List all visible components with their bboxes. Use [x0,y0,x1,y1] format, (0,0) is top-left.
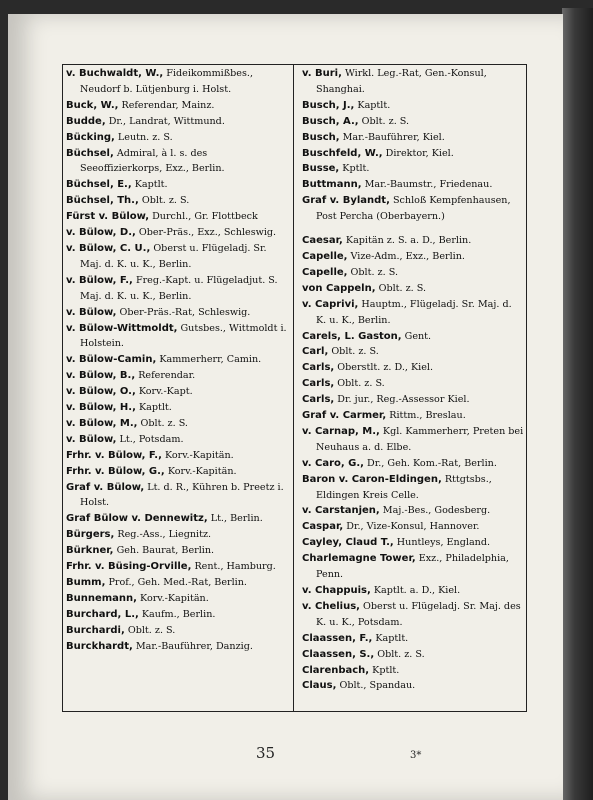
entry-name: Carls, [302,394,335,406]
entry-name: v. Caprivi, [302,298,359,310]
directory-entry [66,480,288,512]
entry-details: Lt., Potsdam. [119,433,184,445]
entry-name: Bücking, [66,131,115,143]
entry-name: Graf v. Bylandt, [302,195,390,207]
signature-mark: 3* [410,750,422,761]
directory-entry [302,146,524,162]
entry-details: Kaptlt. [375,632,409,644]
directory-entry [66,177,288,193]
entry-details: Oblt., Spandau. [339,680,416,692]
entry-name: Charlemagne Tower, [302,553,416,565]
entry-name: Claassen, F., [302,632,373,644]
directory-entry [302,344,524,360]
entry-details: Korv.-Kapitän. [164,449,234,461]
directory-entry [66,66,288,98]
directory-entry [66,432,288,448]
entry-name: Capelle, [302,266,348,278]
directory-entry [302,98,524,114]
entry-name: v. Bülow, [66,306,117,318]
directory-entry [302,249,524,265]
directory-entry [302,519,524,535]
entry-details: Leutn. z. S. [117,131,173,143]
entry-details: Gutsbes., Wittmoldt i. Holstein. [80,322,287,350]
directory-entry [302,472,524,504]
directory-entry [302,551,524,583]
entry-name: Carls, [302,362,335,374]
directory-entry [302,583,524,599]
directory-entry [302,360,524,376]
directory-entry [66,273,288,305]
entry-details: Geh. Baurat, Berlin. [116,545,215,557]
directory-entry [66,305,288,321]
entry-details: Oberst u. Flügeladj. Sr. Maj. d. K. u. K., Berlin. [80,242,267,270]
directory-entry [66,321,288,353]
entry-details: Lt. d. R., Kühren b. Preetz i. Holst. [80,481,284,509]
directory-entry [66,400,288,416]
directory-entry [302,678,524,694]
entry-name: v. Bülow, F., [66,274,133,286]
entry-details: Dr., Landrat, Wittmund. [108,115,225,127]
entry-details: Mar.-Bauführer, Danzig. [135,640,253,652]
entry-details: Oblt. z. S. [377,648,425,660]
directory-entry [66,543,288,559]
entry-details: Oblt. z. S. [350,266,398,278]
column-divider [293,64,294,712]
entry-name: Büchsel, E., [66,179,132,191]
entry-details: Korv.-Kapitän. [140,592,209,604]
entry-name: v. Bülow-Camin, [66,354,157,366]
page-number: 35 [256,744,276,762]
entry-name: Frhr. v. Bülow, G., [66,465,165,477]
entry-name: Busch, [302,131,340,143]
entry-details: Kaptlt. [134,179,168,191]
directory-entry [302,130,524,146]
entry-details: Kaptlt. [138,402,172,414]
entry-details: Referendar. [138,370,196,382]
entry-name: Busch, J., [302,99,355,111]
entry-name: Bürgers, [66,529,115,541]
entry-details: Hauptm., Flügeladj. Sr. Maj. d. K. u. K., Berlin. [316,298,512,326]
entry-details: Dr. jur., Reg.-Assessor Kiel. [337,394,470,406]
entry-details: Kptlt. [372,664,400,676]
entry-name: Burchardi, [66,624,125,636]
directory-entry [302,66,524,98]
entry-name: Buck, W., [66,99,119,111]
entry-name: Busch, A., [302,115,359,127]
entry-details: Freg.-Kapt. u. Flügeladjut. S. Maj. d. K. u. K., Berlin. [80,274,278,302]
entry-details: Oblt. z. S. [140,417,188,429]
entry-name: Graf v. Bülow, [66,481,145,493]
directory-entry [302,281,524,297]
directory-entry [302,233,524,249]
directory-entry [66,146,288,178]
directory-entry [66,225,288,241]
directory-entry [66,416,288,432]
directory-entry [302,297,524,329]
entry-details: Lt., Berlin. [210,513,263,525]
entry-name: Burchard, L., [66,608,139,620]
directory-entry [302,647,524,663]
directory-entry [302,631,524,647]
entry-details: Prof., Geh. Med.-Rat, Berlin. [108,577,247,588]
entry-name: v. Caro, G., [302,457,364,469]
entry-name: Claus, [302,680,337,692]
entry-details: Oblt. z. S. [378,282,427,294]
entry-details: Durchl., Gr. Flottbeck [152,211,258,223]
entry-details: Rttgtsbs., Eldingen Kreis Celle. [316,473,492,501]
directory-entry [302,456,524,472]
entry-details: Direktor, Kiel. [385,147,454,159]
entry-name: v. Bülow-Wittmoldt, [66,322,178,334]
entry-name: v. Bülow, D., [66,227,136,239]
entry-details: Admiral, à l. s. des Seeoffizierkorps, Exz., Berlin. [80,147,225,175]
entry-name: Caesar, [302,235,343,247]
entry-name: Buschfeld, W., [302,147,383,159]
directory-entry [66,98,288,114]
entry-name: v. Buri, [302,68,342,79]
entry-name: Büchsel, [66,147,114,159]
entry-name: Budde, [66,115,106,127]
directory-entry [66,114,288,130]
directory-entry [66,464,288,480]
entry-details: Kaptlt. a. D., Kiel. [373,585,461,596]
entry-details: Dr., Vize-Konsul, Hannover. [346,521,480,533]
directory-entry [66,384,288,400]
entry-details: Rent., Hamburg. [194,561,276,573]
entry-details: Gent. [404,330,432,342]
entry-details: Wirkl. Leg.-Rat, Gen.-Konsul, Shanghai. [316,68,487,95]
entry-details: Exz., Philadelphia, Penn. [316,553,509,581]
entry-details: Fideikommißbes., Neudorf b. Lütjenburg i. Holst. [80,68,253,95]
entry-name: Bürkner, [66,545,114,557]
entry-details: Oblt. z. S. [337,378,385,390]
directory-entry [66,639,288,655]
entry-name: Burckhardt, [66,640,133,652]
directory-entry [66,575,288,591]
entry-details: Reg.-Ass., Liegnitz. [117,529,212,541]
directory-entry [302,376,524,392]
entry-details: Maj.-Bes., Godesberg. [382,505,491,517]
directory-entry [302,392,524,408]
directory-entry [66,193,288,209]
directory-entry [66,209,288,225]
entry-name: v. Carstanjen, [302,505,380,517]
right-column [302,66,524,694]
entry-name: v. Bülow, M., [66,417,138,429]
entry-details: Mar.-Baumstr., Friedenau. [364,179,493,191]
directory-entry [302,599,524,631]
entry-name: Carels, L. Gaston, [302,330,402,342]
entry-details: Rittm., Breslau. [389,410,466,422]
entry-name: Clarenbach, [302,664,370,676]
entry-details: Kaptlt. [357,99,391,111]
directory-entry [66,511,288,527]
entry-name: v. Bülow, C. U., [66,242,151,254]
entry-name: Caspar, [302,521,344,533]
directory-entry [302,424,524,456]
entry-name: Graf v. Carmer, [302,410,387,422]
entry-details: Kptlt. [342,163,370,175]
entry-details: Kaufm., Berlin. [141,608,216,620]
entry-name: Frhr. v. Bülow, F., [66,449,162,461]
entry-name: Graf Bülow v. Dennewitz, [66,513,208,525]
directory-entry [66,368,288,384]
entry-name: Büchsel, Th., [66,195,139,207]
entry-details: Korv.-Kapt. [138,386,193,398]
directory-entry [302,408,524,424]
directory-entry [302,265,524,281]
entry-name: v. Bülow, O., [66,386,136,398]
directory-entry [302,193,524,225]
directory-entry [302,161,524,177]
entry-name: v. Buchwaldt, W., [66,68,164,79]
entry-name: Busse, [302,163,340,175]
entry-details: Korv.-Kapitän. [167,465,237,477]
entry-details: Oberst u. Flügeladj. Sr. Maj. des K. u. K., Potsdam. [316,600,521,628]
entry-details: Ober-Präs.-Rat, Schleswig. [119,306,251,318]
left-column [66,66,288,655]
entry-details: Kapitän z. S. a. D., Berlin. [345,235,472,247]
directory-entry [66,241,288,273]
entry-name: Baron v. Caron-Eldingen, [302,473,442,485]
entry-name: v. Chelius, [302,600,360,612]
directory-entry [302,503,524,519]
entry-details: Referendar, Mainz. [121,99,215,111]
entry-details: Oblt. z. S. [127,624,176,636]
entry-details: Schloß Kempfenhausen, Post Percha (Oberbayern.) [316,195,511,223]
entry-details: Huntleys, England. [396,537,491,549]
entry-name: Cayley, Claud T., [302,537,394,549]
directory-entry [66,623,288,639]
entry-name: v. Bülow, H., [66,402,136,414]
entry-details: Kgl. Kammerherr, Preten bei Neuhaus a. d. Elbe. [316,425,524,453]
entry-name: Fürst v. Bülow, [66,211,150,223]
directory-entry [66,352,288,368]
directory-entry [66,591,288,607]
entry-details: Mar.-Bauführer, Kiel. [342,131,445,143]
directory-entry [66,527,288,543]
entry-details: Oblt. z. S. [361,115,410,127]
entry-details: Dr., Geh. Kom.-Rat, Berlin. [367,457,497,469]
entry-name: Claassen, S., [302,648,375,660]
entry-name: Carls, [302,378,335,390]
entry-details: Vize-Adm., Exz., Berlin. [350,250,465,262]
entry-name: v. Chappuis, [302,585,371,596]
directory-entry [66,559,288,575]
entry-name: v. Bülow, [66,433,117,445]
directory-entry [302,114,524,130]
entry-details: Oblt. z. S. [141,195,190,207]
directory-entry [302,329,524,345]
entry-name: Bumm, [66,577,106,588]
entry-details: Oblt. z. S. [331,346,379,358]
directory-entry [302,535,524,551]
entry-name: v. Carnap, M., [302,425,380,437]
directory-entry [66,448,288,464]
entry-details: Ober-Präs., Exz., Schleswig. [138,227,277,239]
directory-entry [66,130,288,146]
entry-name: Frhr. v. Büsing-Orville, [66,561,192,573]
entry-details: Oberstlt. z. D., Kiel. [337,362,434,374]
entry-name: v. Bülow, B., [66,370,136,382]
entry-name: Capelle, [302,250,348,262]
directory-entry [302,177,524,193]
entry-name: Buttmann, [302,179,362,191]
entry-name: Carl, [302,346,329,358]
entry-name: von Cappeln, [302,282,376,294]
entry-details: Kammerherr, Camin. [159,354,262,366]
entry-name: Bunnemann, [66,592,137,604]
directory-entry [302,663,524,679]
page-edge [562,8,593,800]
directory-entry [66,607,288,623]
